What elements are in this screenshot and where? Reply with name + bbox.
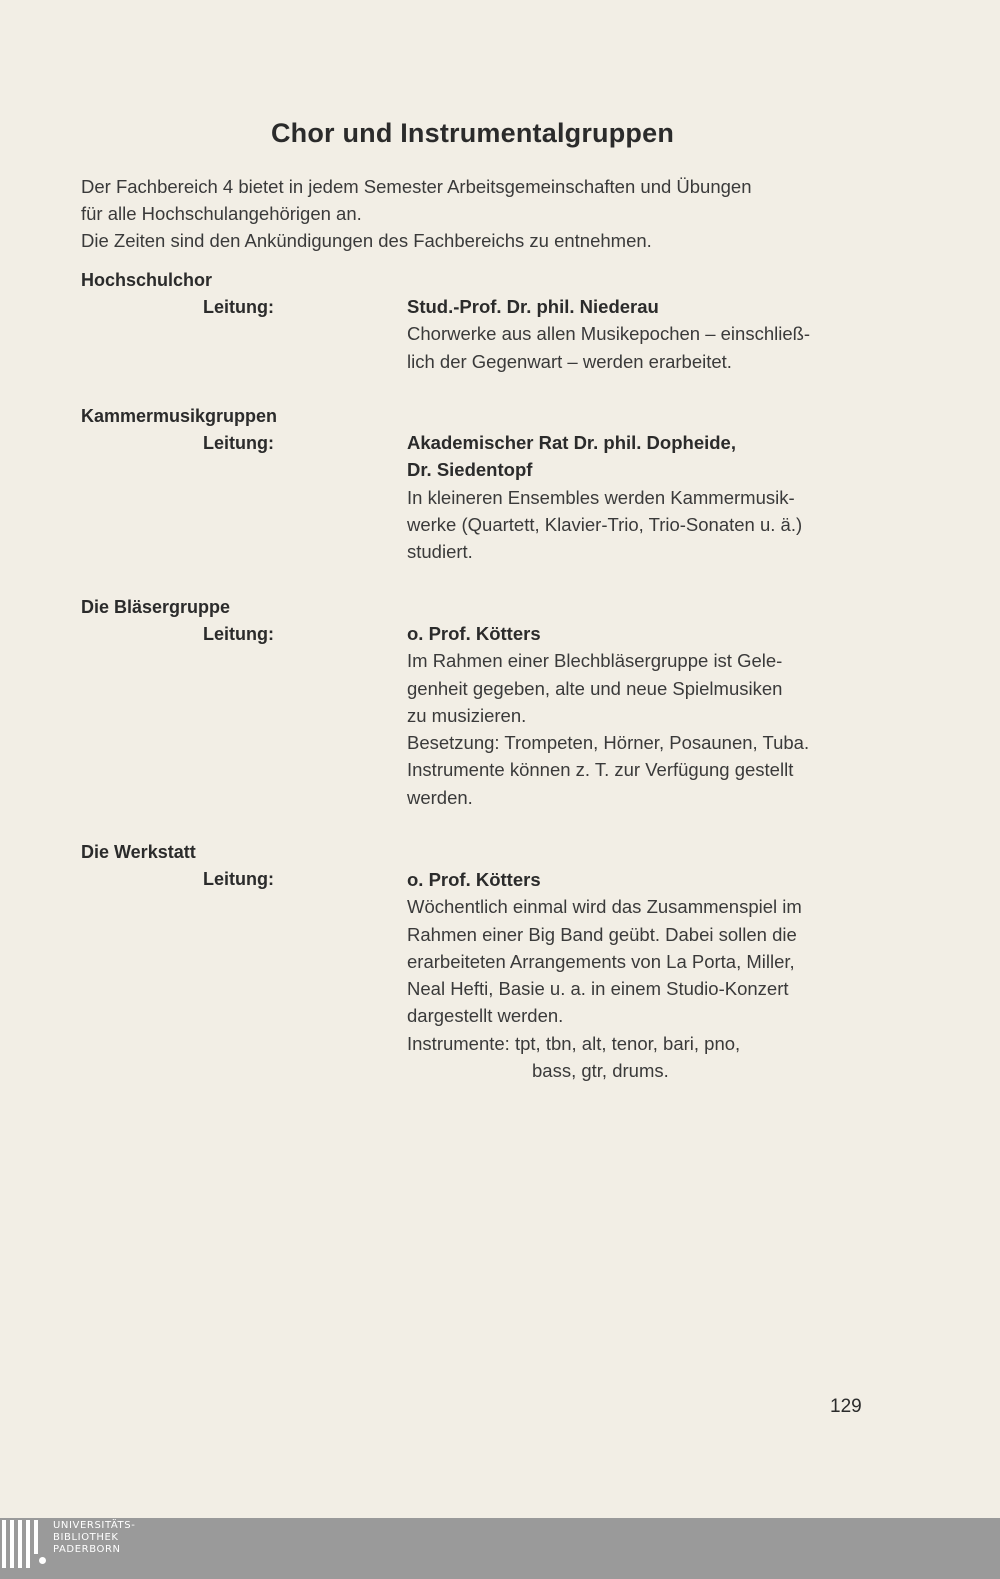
description-line: studiert. [407, 541, 473, 563]
description-line: dargestellt werden. [407, 1005, 564, 1027]
leitung-label: Leitung: [203, 297, 274, 317]
leitung-label: Leitung: [203, 869, 274, 889]
leitung-label: Leitung: [203, 433, 274, 453]
description-line: Besetzung: Trompeten, Hörner, Posaunen, Tuba. [407, 732, 810, 754]
logo-line: PADERBORN [53, 1544, 121, 1555]
description-line: Instrumente können z. T. zur Verfügung gestellt [407, 759, 794, 781]
description-line: werden. [407, 786, 473, 808]
group-details-werkstatt [407, 866, 877, 1084]
description-line: Im Rahmen einer Blechbläsergruppe ist Gele- [407, 650, 783, 672]
description-line: Chorwerke aus allen Musikepochen – einschließ- [407, 323, 811, 345]
group-name-kammermusikgruppen: Kammermusikgruppen [81, 406, 278, 426]
group-name-blaesergruppe: Die Bläsergruppe [81, 597, 231, 617]
library-logo-text [53, 1520, 135, 1556]
description-line: In kleineren Ensembles werden Kammermusik- [407, 486, 795, 508]
group-name-hochschulchor: Hochschulchor [81, 270, 213, 290]
page-title: Chor und Instrumentalgruppen [270, 118, 675, 148]
library-footer-bar [0, 1518, 1000, 1579]
description-line: Neal Hefti, Basie u. a. in einem Studio-Konzert [407, 978, 789, 1000]
intro-line: für alle Hochschulangehörigen an. [81, 203, 362, 224]
group-details-hochschulchor [407, 293, 877, 375]
description-line: Wöchentlich einmal wird das Zusammenspiel im [407, 896, 802, 918]
description-line: genheit gegeben, alte und neue Spielmusiken [407, 677, 783, 699]
leader-name: o. Prof. Kötters [407, 623, 541, 644]
intro-paragraph [81, 173, 881, 254]
intro-line: Die Zeiten sind den Ankündigungen des Fachbereichs zu entnehmen. [81, 230, 652, 251]
page-number: 129 [830, 1396, 862, 1417]
description-line: zu musizieren. [407, 704, 527, 726]
leader-name: o. Prof. Kötters [407, 869, 541, 890]
group-details-blaesergruppe [407, 620, 877, 811]
logo-dot-icon [39, 1557, 46, 1564]
description-line: Rahmen einer Big Band geübt. Dabei sollen die [407, 923, 797, 945]
leader-name: Stud.-Prof. Dr. phil. Niederau [407, 296, 659, 317]
leader-name: Akademischer Rat Dr. phil. Dopheide, [407, 432, 736, 453]
intro-line: Der Fachbereich 4 bietet in jedem Semester Arbeitsgemeinschaften und Übungen [81, 176, 752, 197]
leader-name: Dr. Siedentopf [407, 459, 533, 481]
description-line: erarbeiteten Arrangements von La Porta, Miller, [407, 950, 795, 972]
leitung-label: Leitung: [203, 624, 274, 644]
group-name-werkstatt: Die Werkstatt [81, 842, 196, 862]
logo-line: UNIVERSITÄTS- [53, 1520, 136, 1531]
logo-line: BIBLIOTHEK [53, 1532, 119, 1543]
group-details-kammermusikgruppen [407, 429, 877, 565]
description-line: lich der Gegenwart – werden erarbeitet. [407, 350, 732, 372]
description-line: werke (Quartett, Klavier-Trio, Trio-Sonaten u. ä.) [407, 513, 803, 535]
description-line: bass, gtr, drums. [532, 1060, 669, 1082]
description-line: Instrumente: tpt, tbn, alt, tenor, bari, pno, [407, 1032, 741, 1054]
